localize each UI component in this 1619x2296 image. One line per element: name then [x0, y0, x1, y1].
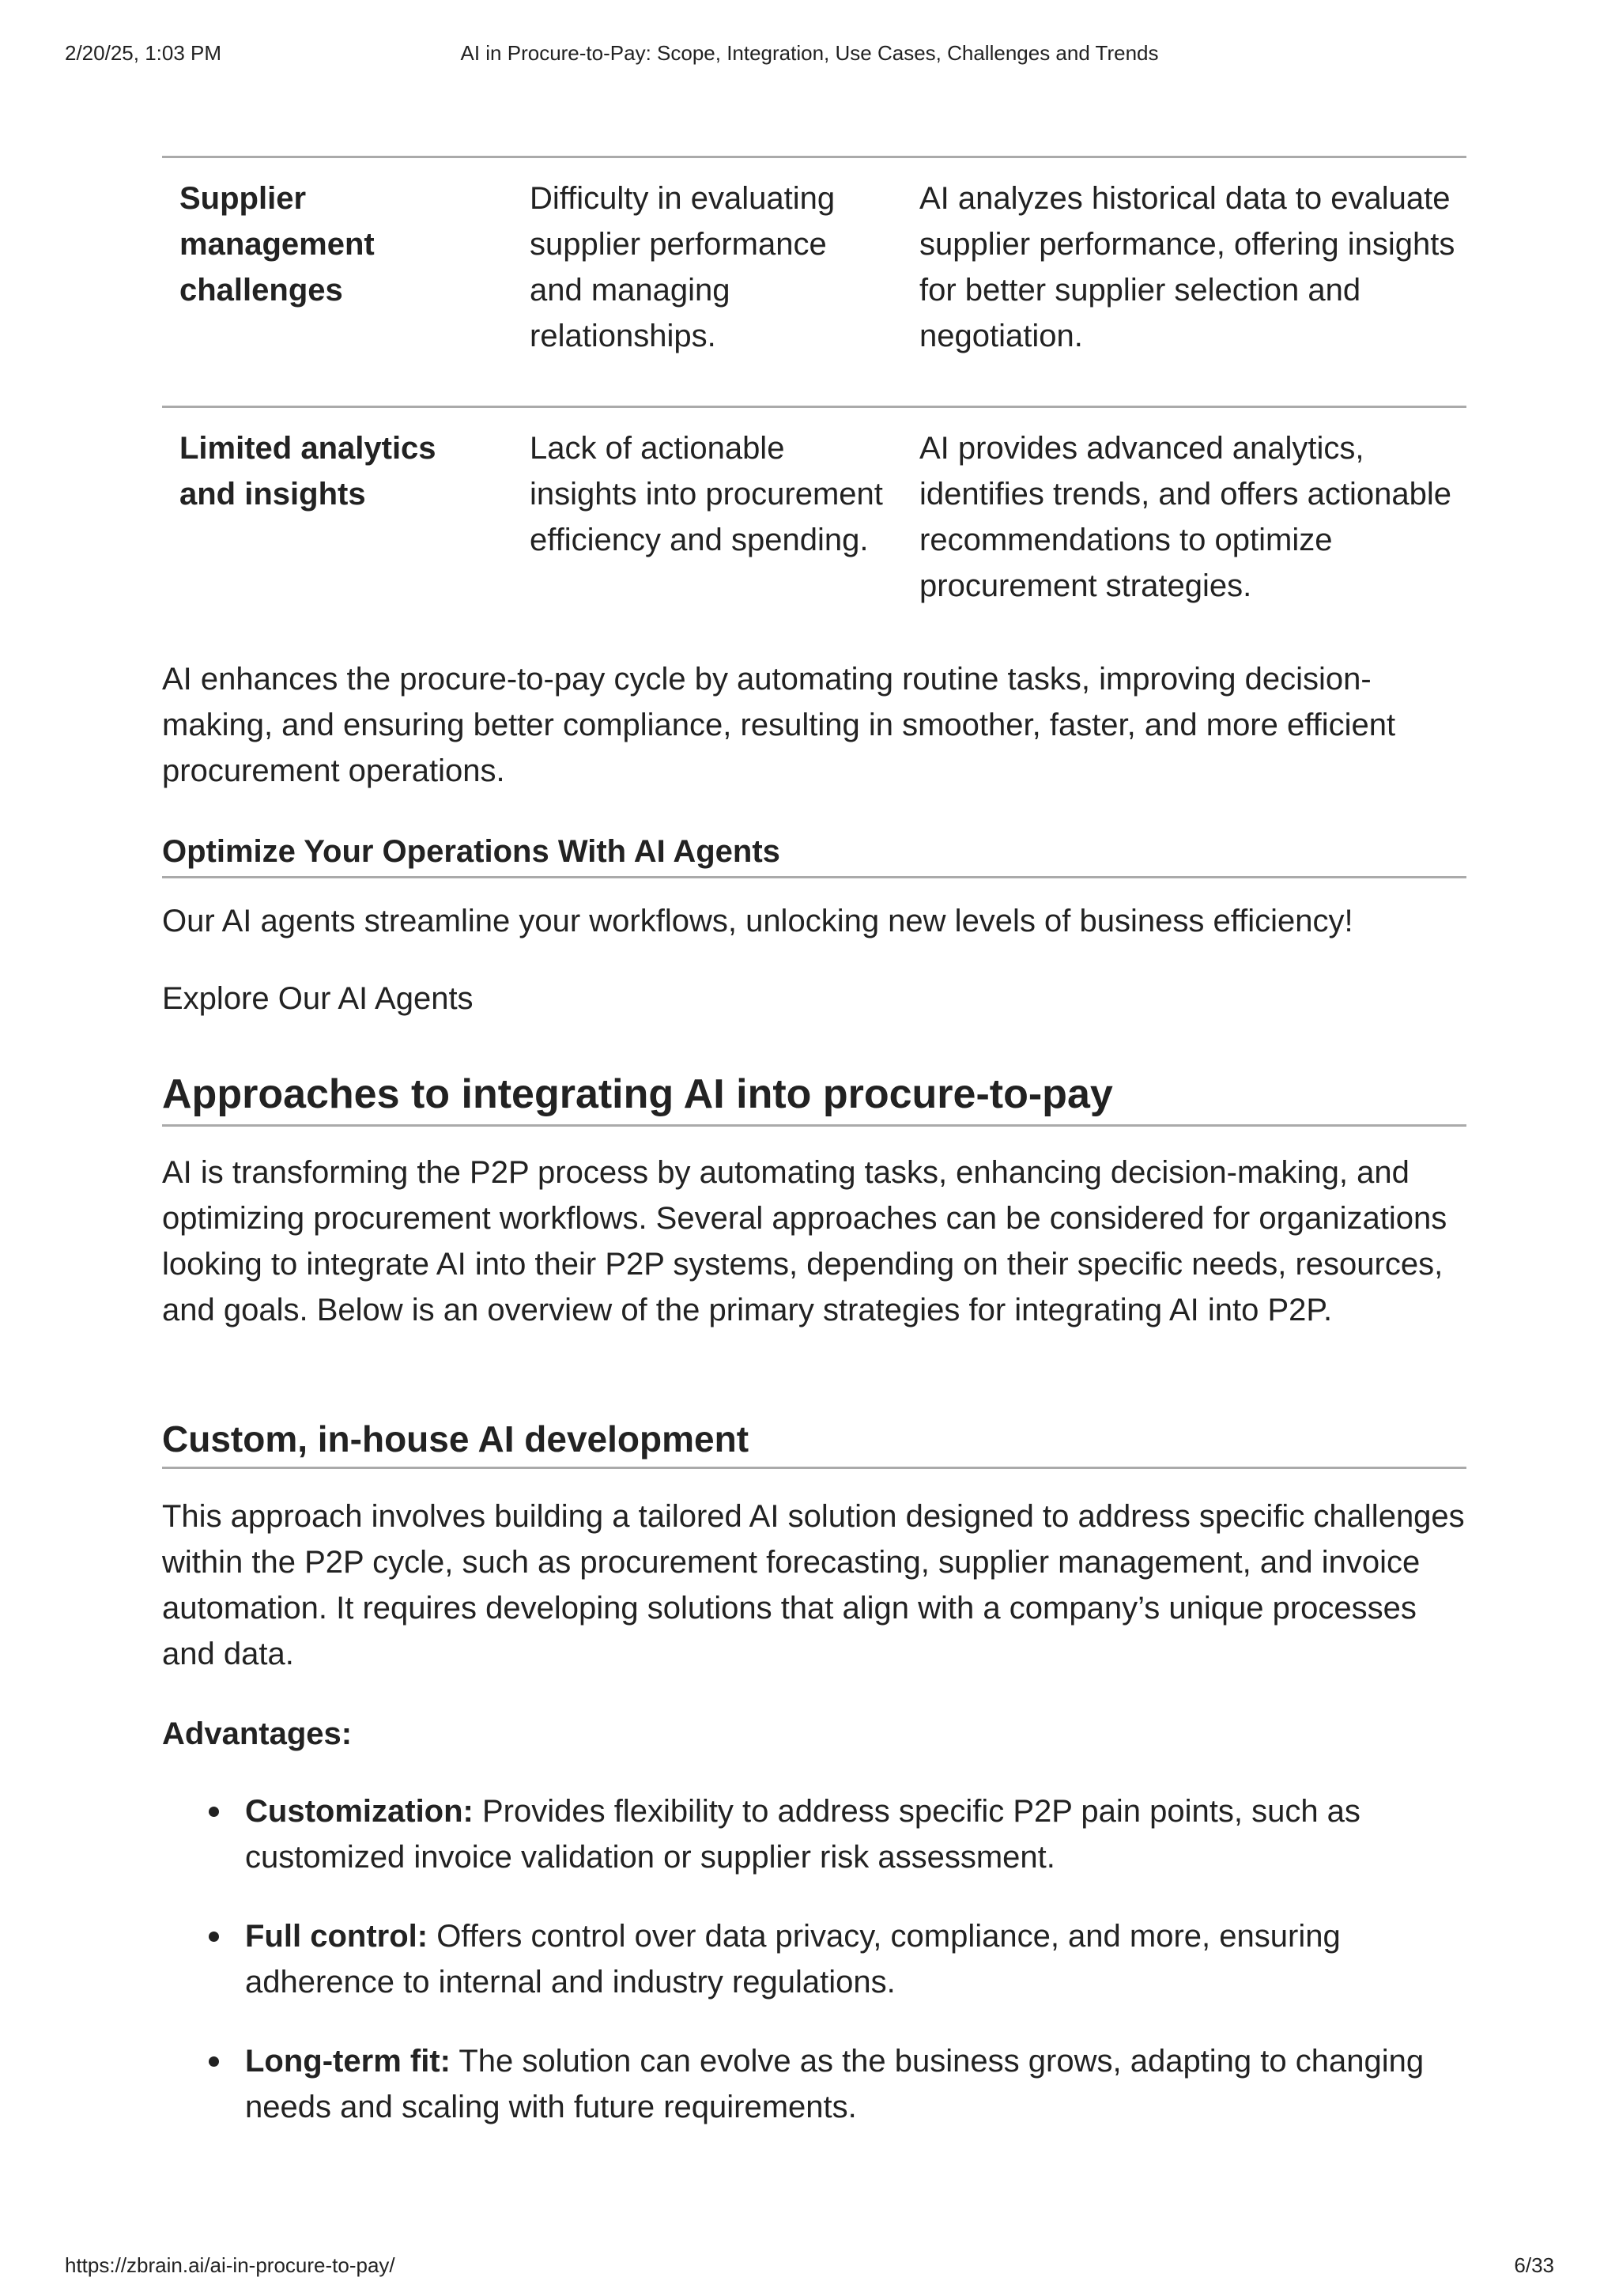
- list-item: [245, 1913, 1466, 2005]
- advantage-term: Customization:: [245, 1794, 474, 1829]
- list-item: [245, 2038, 1466, 2130]
- advantage-text: Provides flexibility to address specific P2P pain points, such as customized invoice validation or supplier risk assessment.: [245, 1794, 1360, 1875]
- cta-text: Our AI agents streamline your workflows, unlocking new levels of business efficiency!: [162, 904, 1353, 938]
- advantage-term: Long-term fit:: [245, 2044, 451, 2079]
- table-cell-challenge: Supplier management challenges: [179, 181, 375, 308]
- list-item: [245, 1788, 1466, 1880]
- table-cell-ai-solution: AI analyzes historical data to evaluate supplier performance, offering insights for better supplier selection and negotiation.: [919, 181, 1455, 353]
- summary-paragraph: AI enhances the procure-to-pay cycle by automating routine tasks, improving decision-making, and ensuring better compliance, resulting in smoother, faster, and more efficient procurement operations.: [162, 662, 1396, 788]
- page-number: 6/33: [1514, 2253, 1554, 2277]
- table-row: [162, 156, 1466, 408]
- table-cell-challenge: Limited analytics and insights: [179, 431, 436, 512]
- bullet-icon: [209, 1932, 219, 1942]
- explore-ai-agents-link[interactable]: Explore Our AI Agents: [162, 981, 474, 1016]
- table-cell-ai-solution: AI provides advanced analytics, identifies trends, and offers actionable recommendations to optimize procurement strategies.: [919, 431, 1452, 603]
- table-cell-description: Lack of actionable insights into procurement efficiency and spending.: [530, 431, 883, 557]
- print-footer: [65, 2253, 1554, 2296]
- print-header: [65, 41, 1554, 65]
- advantages-label: Advantages:: [162, 1716, 353, 1751]
- section-heading: Approaches to integrating AI into procure-to-pay: [162, 1069, 1466, 1127]
- table-cell-description: Difficulty in evaluating supplier performance and managing relationships.: [530, 181, 836, 353]
- advantage-text: Offers control over data privacy, compliance, and more, ensuring adherence to internal and industry regulations.: [245, 1919, 1341, 2000]
- advantage-term: Full control:: [245, 1919, 428, 1954]
- bullet-icon: [209, 1807, 219, 1817]
- print-url: https://zbrain.ai/ai-in-procure-to-pay/: [65, 2253, 395, 2277]
- print-page-title: AI in Procure-to-Pay: Scope, Integration, Use Cases, Challenges and Trends: [460, 41, 1159, 65]
- section-intro: AI is transforming the P2P process by automating tasks, enhancing decision-making, and optimizing procurement workflows. Several approaches can be considered for organizations looking to integrate AI into their P2P systems, depending on their specific needs, resources, and goals. Below is an overview of the primary strategies for integrating AI into P2P.: [162, 1155, 1447, 1327]
- advantage-text: The solution can evolve as the business grows, adapting to changing needs and scaling with future requirements.: [245, 2044, 1425, 2124]
- table-row: [162, 406, 1466, 621]
- subsection-heading: Custom, in-house AI development: [162, 1416, 1466, 1469]
- cta-heading: Optimize Your Operations With AI Agents: [162, 832, 1466, 878]
- subsection-text: This approach involves building a tailored AI solution designed to address specific challenges within the P2P cycle, such as procurement forecasting, supplier management, and invoice automation. It requires developing solutions that align with a company’s unique processes and data.: [162, 1499, 1465, 1671]
- bullet-icon: [209, 2056, 219, 2067]
- print-date: 2/20/25, 1:03 PM: [65, 41, 222, 65]
